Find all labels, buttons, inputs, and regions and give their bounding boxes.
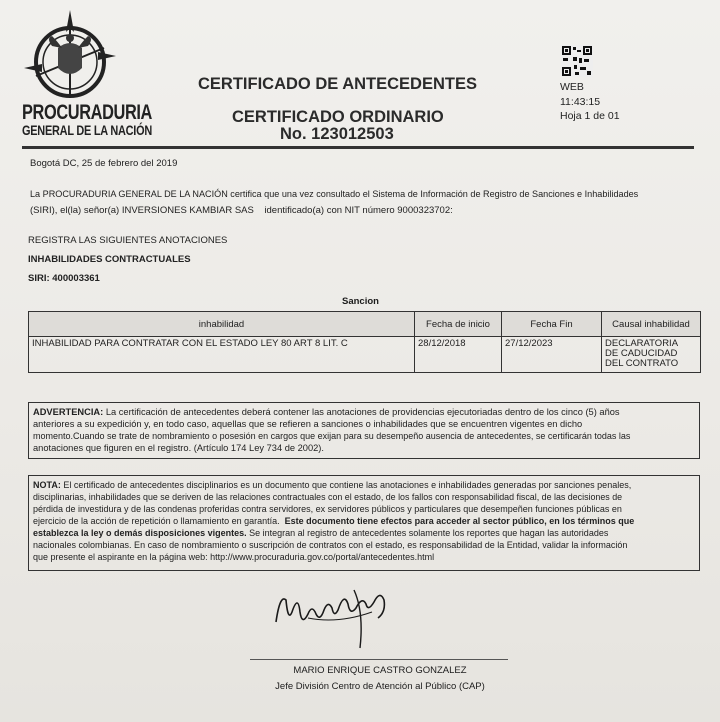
nota-line-1: NOTA: El certificado de antecedentes disciplinarios es un documento que contiene las anotaciones e inhabilidades generadas por sanciones penales, [33,480,632,490]
advertencia-line-1: ADVERTENCIA: La certificación de antecedentes deberá contener las anotaciones de providencias ejecutoriadas dentro de los cinco (5) años [33,407,620,417]
causal-line-3: DEL CONTRATO [605,358,679,369]
signer-name: MARIO ENRIQUE CASTRO GONZALEZ [293,665,467,676]
advertencia-line-3: momento.Cuando se trate de nombramiento o posesión en cargos que exijan para su desempeño ausencia de antecedentes, se certificarán todas las [33,431,631,441]
advertencia-box [28,402,700,459]
column-header-inhabilidad: inhabilidad [28,311,415,337]
registra-heading: REGISTRA LAS SIGUIENTES ANOTACIONES [28,235,228,246]
intro-line-1: La PROCURADURIA GENERAL DE LA NACIÓN certifica que una vez consultado el Sistema de Información de Registro de Sanciones e Inhabilidades [30,189,639,199]
intro-line-2: (SIRI), el(la) señor(a) INVERSIONES KAMBIAR SAS identificado(a) con NIT número 9000323702: [30,205,453,216]
signature-line [250,659,508,660]
handwritten-signature [268,582,398,652]
cell-causal [601,336,701,373]
nota-line-6: nacionales colombianas. En caso de nombramiento o suscripción de contratos con el estado, es responsabilidad de la Entidad, validar la información [33,540,628,550]
causal-line-1: DECLARATORIA [605,338,679,349]
column-header-fecha-inicio: Fecha de inicio [414,311,502,337]
cell-fecha-inicio: 28/12/2018 [414,336,502,373]
nota-label: NOTA: [33,480,61,490]
procuraduria-seal-icon [22,8,118,108]
cell-inhabilidad: INHABILIDAD PARA CONTRATAR CON EL ESTADO LEY 80 ART 8 LIT. C [28,336,415,373]
causal-line-2: DE CADUCIDAD [605,348,678,359]
nota-line-7: que presente el aspirante en la página web: http://www.procuraduria.gov.co/portal/antecedentes.html [33,552,435,562]
signer-role: Jefe División Centro de Atención al Público (CAP) [275,681,485,692]
nota-line-5: establezca la ley o demás disposiciones vigentes. Se integran al registro de antecedentes solamente los reportes que hagan las autoridades [33,528,609,538]
advertencia-line-2: anteriores a su expedición y, en todo caso, aquellas que se refieren a sanciones o inhabilidades que se encuentren vigentes en dicho [33,419,583,429]
channel-label: WEB [560,81,584,93]
page-count: Hoja 1 de 01 [560,110,620,122]
column-header-fecha-fin: Fecha Fin [501,311,602,337]
nota-box [28,475,700,571]
nota-line-3: pérdida de investidura y de las condenas proferidas contra servidores, ex servidores públicos y particulares que desempeñen funciones públicas en [33,504,622,514]
sanction-table [28,311,701,373]
logo-line-1: PROCURADURIA [22,101,153,124]
advertencia-line-4: anotaciones que figuren en el registro. (Artículo 174 Ley 734 de 2002). [33,443,324,453]
document-subtitle: CERTIFICADO ORDINARIO [232,108,444,126]
certificate-number: No. 123012503 [280,125,394,143]
section-heading: INHABILIDADES CONTRACTUALES [28,254,191,265]
advertencia-label: ADVERTENCIA: [33,407,104,417]
document-title: CERTIFICADO DE ANTECEDENTES [198,75,477,93]
issue-date: Bogotá DC, 25 de febrero del 2019 [30,158,178,169]
column-header-causal: Causal inhabilidad [601,311,701,337]
nota-line-2: disciplinarias, inhabilidades que se deriven de las relaciones contractuales con el estado, de los fallos con responsabilidad fiscal, de las decisiones de [33,492,623,502]
logo-wordmark [22,101,153,138]
nota-line-4: ejercicio de la acción de repetición o llamamiento en garantía. Este documento tiene efectos para acceder al sector público, en los términos que [33,516,635,526]
qr-code-icon [561,45,593,77]
logo-line-2: GENERAL DE LA NACIÓN [22,122,153,138]
issue-metadata [560,80,620,124]
issue-time: 11:43:15 [560,95,601,108]
cell-fecha-fin: 27/12/2023 [501,336,602,373]
header-divider [22,146,694,149]
siri-number: SIRI: 400003361 [28,273,100,284]
table-title: Sancion [342,296,379,307]
